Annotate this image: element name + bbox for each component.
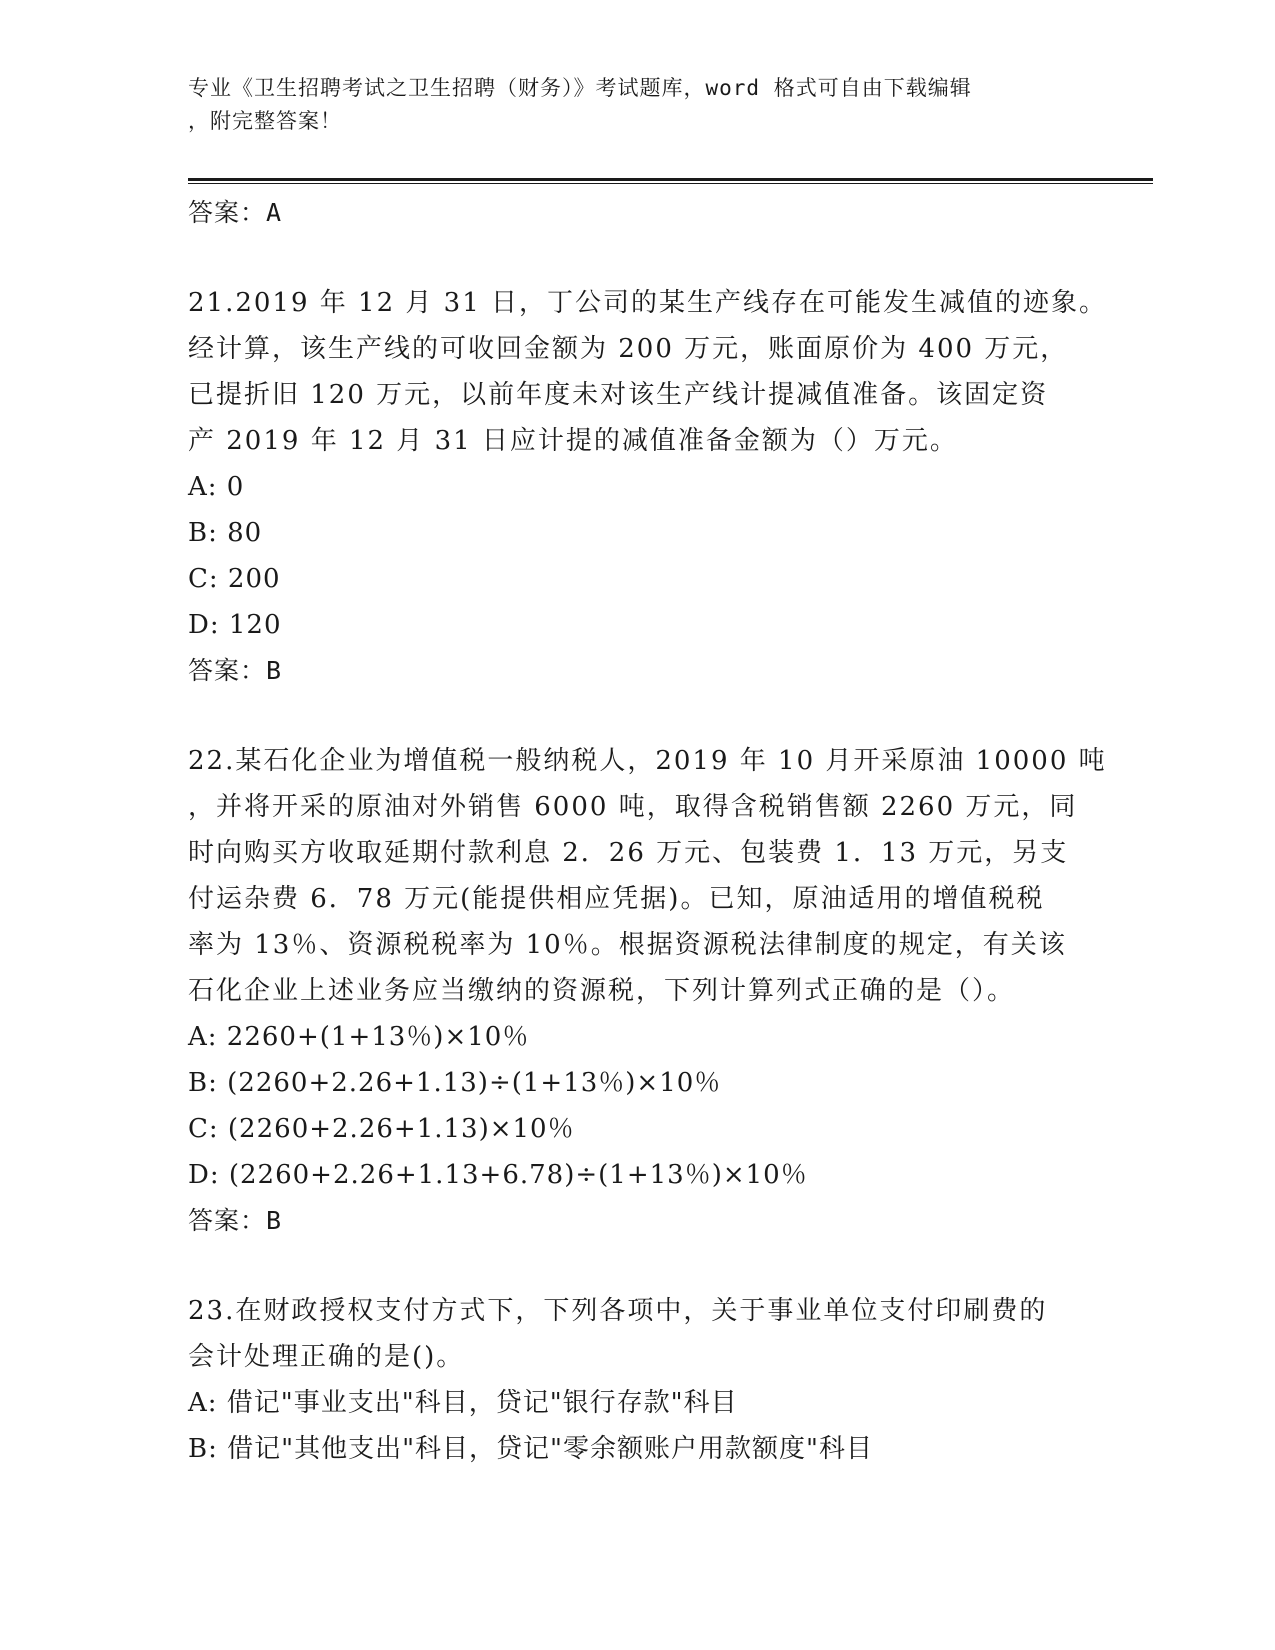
question-23-option-b: B: 借记"其他支出"科目，贷记"零余额账户用款额度"科目	[188, 1434, 873, 1464]
question-22	[188, 738, 1107, 1244]
question-21-text-3: 已提折旧 120 万元，以前年度未对该生产线计提减值准备。该固定资	[188, 380, 1049, 410]
question-23-text-2: 会计处理正确的是()。	[188, 1342, 465, 1372]
question-content	[188, 190, 1108, 1472]
header-line-2: ，附完整答案！	[188, 109, 342, 133]
question-21-option-b: B: 80	[188, 518, 263, 548]
question-22-option-b: B: (2260+2.26+1.13)÷(1+13％)×10％	[188, 1068, 722, 1098]
question-22-text-5: 率为 13％、资源税税率为 10％。根据资源税法律制度的规定，有关该	[188, 930, 1067, 960]
spacer	[188, 694, 1088, 738]
question-21-text-2: 经计算，该生产线的可收回金额为 200 万元，账面原价为 400 万元，	[188, 334, 1069, 364]
question-22-option-d: D: (2260+2.26+1.13+6.78)÷(1+13％)×10％	[188, 1160, 808, 1190]
answer-21: 答案：B	[188, 656, 283, 685]
question-23-text-1: 23.在财政授权支付方式下，下列各项中，关于事业单位支付印刷费的	[188, 1296, 1048, 1326]
question-22-text-1: 22.某石化企业为增值税一般纳税人，2019 年 10 月开采原油 10000 吨	[188, 746, 1107, 776]
question-22-option-c: C: (2260+2.26+1.13)×10％	[188, 1114, 575, 1144]
header-line-1: 专业《卫生招聘考试之卫生招聘（财务）》考试题库，word 格式可自由下载编辑	[188, 76, 972, 100]
question-22-text-2: ，并将开采的原油对外销售 6000 吨，取得含税销售额 2260 万元，同	[188, 792, 1078, 822]
answer-22: 答案：B	[188, 1206, 283, 1235]
header-rule-thick	[188, 178, 1153, 181]
question-22-text-4: 付运杂费 6．78 万元(能提供相应凭据)。已知，原油适用的增值税税	[188, 884, 1045, 914]
question-21	[188, 280, 1108, 694]
question-21-text-1: 21.2019 年 12 月 31 日，丁公司的某生产线存在可能发生减值的迹象。	[188, 288, 1108, 318]
answer-20: 答案：A	[188, 198, 283, 227]
question-21-text-4: 产 2019 年 12 月 31 日应计提的减值准备金额为（）万元。	[188, 426, 958, 456]
question-23	[188, 1288, 1088, 1472]
question-23-option-a: A: 借记"事业支出"科目，贷记"银行存款"科目	[188, 1388, 738, 1418]
question-21-option-d: D: 120	[188, 610, 282, 640]
question-21-option-a: A: 0	[188, 472, 245, 502]
question-22-option-a: A: 2260+(1+13％)×10％	[188, 1022, 530, 1052]
question-22-text-6: 石化企业上述业务应当缴纳的资源税，下列计算列式正确的是（）。	[188, 976, 1016, 1006]
question-22-text-3: 时向购买方收取延期付款利息 2．26 万元、包装费 1．13 万元，另支	[188, 838, 1069, 868]
question-21-option-c: C: 200	[188, 564, 281, 594]
spacer	[188, 236, 1088, 280]
header-rule-thin	[188, 183, 1153, 184]
document-header	[188, 72, 1088, 138]
spacer	[188, 1244, 1088, 1288]
